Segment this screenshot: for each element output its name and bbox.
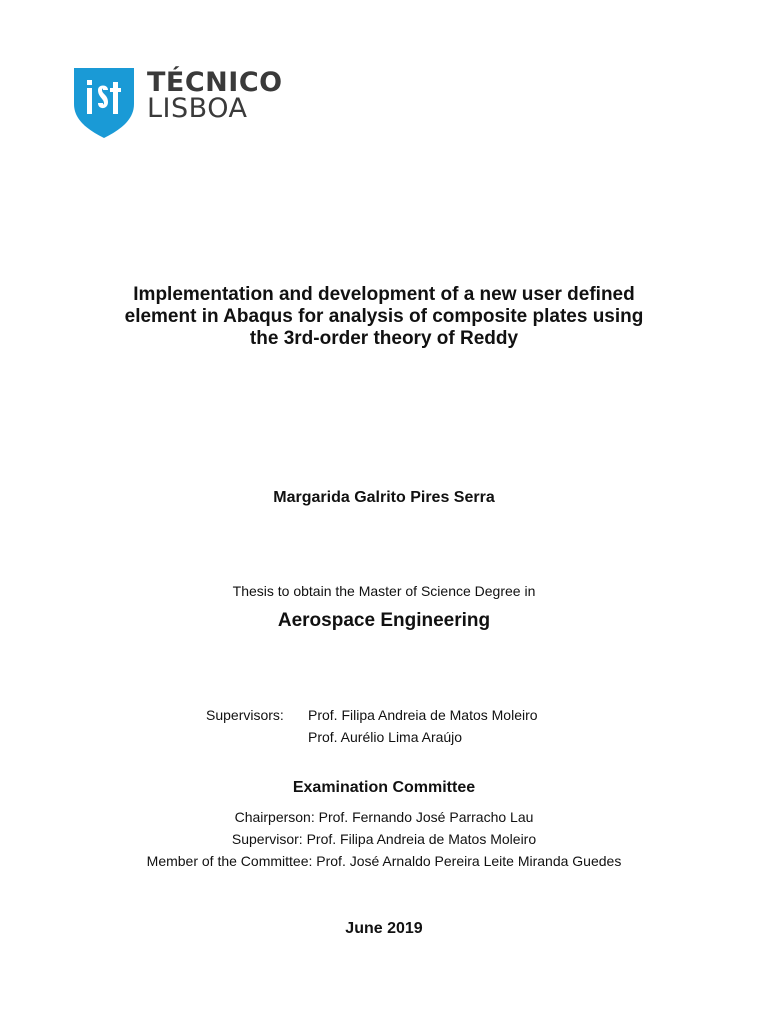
thesis-title-line: the 3rd-order theory of Reddy [249,328,519,349]
committee-heading: Examination Committee [292,779,476,796]
author-name: Margarida Galrito Pires Serra [273,489,495,506]
degree-name: Aerospace Engineering [277,610,491,631]
thesis-title [60,284,708,350]
thesis-title-line: Implementation and development of a new user defined [133,284,635,305]
logo-wordmark [147,67,283,124]
supervisors-label: Supervisors: [206,707,284,723]
logo-line-lisboa: LISBOA [147,93,248,124]
logo-line-tecnico: TÉCNICO [147,67,283,98]
supervisors-list [308,704,538,748]
thesis-title-line: element in Abaqus for analysis of composite plates using [124,306,644,327]
supervisor-name: Prof. Filipa Andreia de Matos Moleiro [308,707,538,723]
degree-intro-text: Thesis to obtain the Master of Science Degree in [232,583,536,599]
committee-member: Member of the Committee: Prof. José Arnaldo Pereira Leite Miranda Guedes [146,853,622,869]
tecnico-lisboa-logo [74,67,283,140]
supervisor-name: Prof. Aurélio Lima Araújo [308,729,463,745]
committee-member: Supervisor: Prof. Filipa Andreia de Matos Moleiro [231,831,537,847]
committee-members-list [0,806,768,872]
committee-member: Chairperson: Prof. Fernando José Parracho Lau [234,809,534,825]
ist-shield-icon [74,68,134,138]
thesis-date: June 2019 [345,920,423,937]
